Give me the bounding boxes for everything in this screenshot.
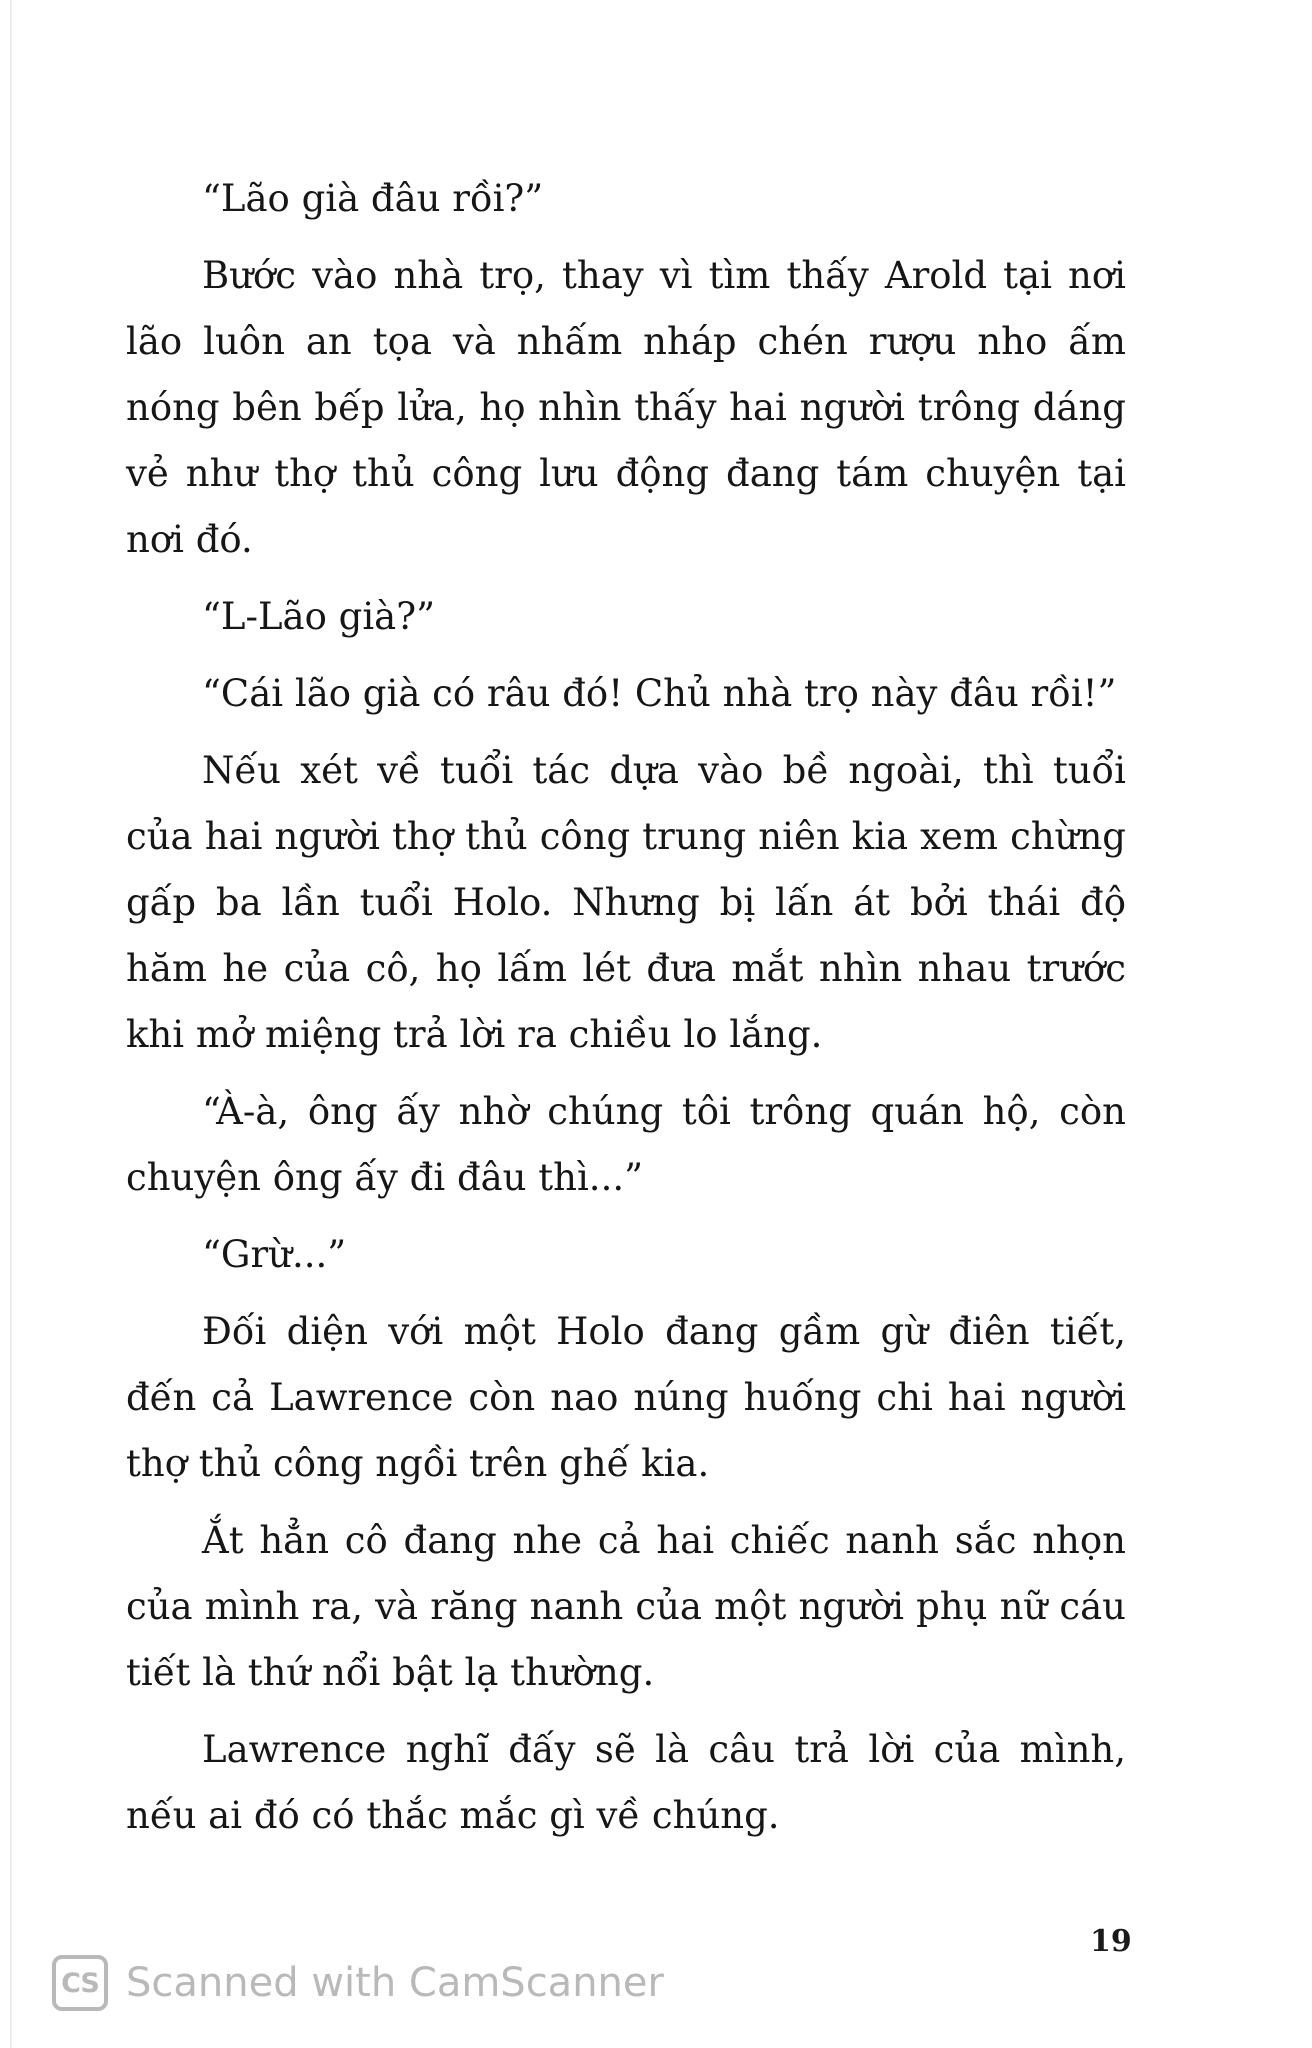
paragraph: “À-à, ông ấy nhờ chúng tôi trông quán hộ, còn chuyện ông ấy đi đâu thì...” [126, 1090, 1126, 1199]
body-text [126, 166, 1126, 1860]
paragraph: Đối diện với một Holo đang gầm gừ điên tiết, đến cả Lawrence còn nao núng huống chi hai người thợ thủ công ngồi trên ghế kia. [126, 1310, 1126, 1485]
paragraph: Ắt hẳn cô đang nhe cả hai chiếc nanh sắc nhọn của mình ra, và răng nanh của một người phụ nữ cáu tiết là thứ nổi bật lạ thường. [126, 1519, 1126, 1694]
watermark-text: Scanned with CamScanner [126, 1960, 664, 2006]
paragraph: “Grừ...” [202, 1233, 347, 1276]
paragraph: “L-Lão già?” [202, 595, 435, 638]
page-number: 19 [1090, 1924, 1132, 1959]
paragraph: Nếu xét về tuổi tác dựa vào bề ngoài, thì tuổi của hai người thợ thủ công trung niên kia xem chừng gấp ba lần tuổi Holo. Nhưng bị lấn át bởi thái độ hăm he của cô, họ lấm lét đưa mắt nhìn nhau trước khi mở miệng trả lời ra chiều lo lắng. [126, 749, 1126, 1056]
camscanner-logo-icon: CS [52, 1955, 108, 2011]
paragraph: “Cái lão già có râu đó! Chủ nhà trọ này đâu rồi!” [202, 672, 1117, 715]
paragraph: Lawrence nghĩ đấy sẽ là câu trả lời của mình, nếu ai đó có thắc mắc gì về chúng. [126, 1728, 1126, 1837]
paragraph: “Lão già đâu rồi?” [202, 177, 544, 220]
paragraph: Bước vào nhà trọ, thay vì tìm thấy Arold tại nơi lão luôn an tọa và nhấm nháp chén rượu nho ấm nóng bên bếp lửa, họ nhìn thấy hai người trông dáng vẻ như thợ thủ công lưu động đang tám chuyện tại nơi đó. [126, 254, 1126, 561]
page-edge-shadow [10, 0, 12, 2048]
camscanner-watermark [52, 1950, 664, 2016]
